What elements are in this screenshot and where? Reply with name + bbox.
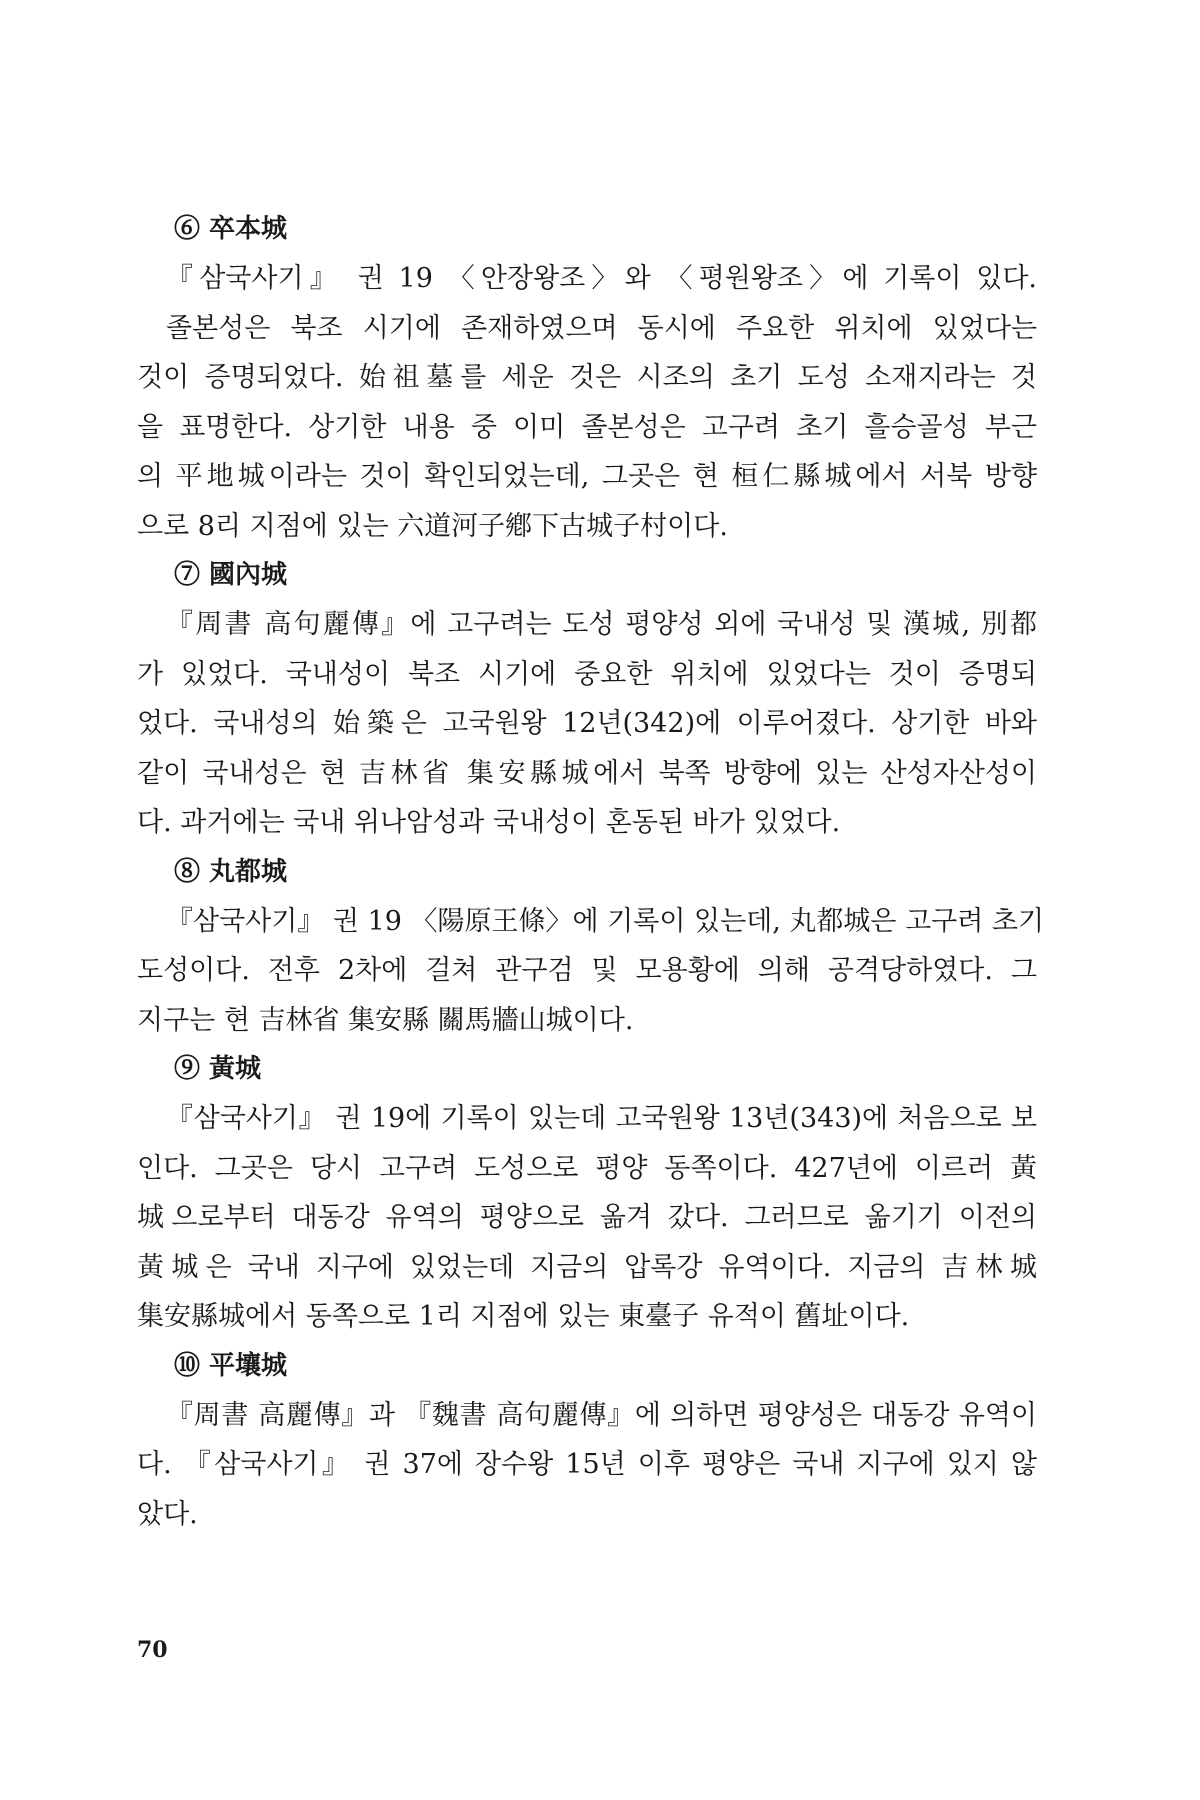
page-number: 70 [137, 1637, 168, 1663]
section-heading: ⑥ 卒本城 [174, 214, 288, 244]
paragraph-line: 『周書 高句麗傳』에 고구려는 도성 평양성 외에 국내성 및 漢城, 別都 [166, 609, 1037, 640]
paragraph-line: 『삼국사기』 권 19에 기록이 있는데 고국원왕 13년(343)에 처음으로 보 [166, 1103, 1037, 1134]
paragraph-line: 도성이다. 전후 2차에 걸쳐 관구검 및 모용황에 의해 공격당하였다. 그 [137, 955, 1037, 986]
section-hwang-castle [137, 1045, 1037, 1342]
paragraph-line: 『周書 高麗傳』과 『魏書 高句麗傳』에 의하면 평양성은 대동강 유역이 [166, 1399, 1037, 1431]
paragraph-line: 같이 국내성은 현 吉林省 集安縣城에서 북쪽 방향에 있는 산성자산성이 [137, 757, 1037, 789]
paragraph-line: 것이 증명되었다. 始祖墓를 세운 것은 시조의 초기 도성 소재지라는 것 [137, 362, 1037, 393]
paragraph-line: 지구는 현 吉林省 集安縣 關馬牆山城이다. [137, 1004, 634, 1036]
page-body [137, 205, 1045, 1539]
paragraph-line: 『삼국사기』 권 19 〈안장왕조〉와 〈평원왕조〉에 기록이 있다. [166, 263, 1037, 294]
section-jolbon-castle [137, 205, 1037, 551]
section-heading: ⑨ 黃城 [174, 1054, 262, 1084]
paragraph-line: 졸본성은 북조 시기에 존재하였으며 동시에 주요한 위치에 있었다는 [166, 312, 1037, 344]
paragraph-line: 을 표명한다. 상기한 내용 중 이미 졸본성은 고구려 초기 흘승골성 부근 [137, 411, 1037, 443]
paragraph-line: 『삼국사기』 권 19 〈陽原王條〉에 기록이 있는데, 丸都城은 고구려 초기 [166, 905, 1045, 937]
paragraph-line: 城으로부터 대동강 유역의 평양으로 옮겨 갔다. 그러므로 옮기기 이전의 [137, 1202, 1037, 1233]
paragraph-line: 集安縣城에서 동쪽으로 1리 지점에 있는 東臺子 유적이 舊址이다. [137, 1301, 910, 1332]
paragraph-line: 인다. 그곳은 당시 고구려 도성으로 평양 동쪽이다. 427년에 이르러 黃 [137, 1152, 1037, 1184]
section-hwando-castle [137, 848, 1045, 1046]
section-gungnae-castle [137, 551, 1037, 848]
section-heading: ⑩ 平壤城 [174, 1350, 288, 1381]
paragraph-line: 았다. [137, 1498, 198, 1530]
paragraph-line: 었다. 국내성의 始築은 고국원왕 12년(342)에 이루어졌다. 상기한 바와 [137, 708, 1037, 739]
paragraph-line: 다. 『삼국사기』 권 37에 장수왕 15년 이후 평양은 국내 지구에 있지 않 [137, 1449, 1037, 1480]
paragraph-line: 黃城은 국내 지구에 있었는데 지금의 압록강 유역이다. 지금의 吉林城 [137, 1251, 1037, 1283]
paragraph-line: 가 있었다. 국내성이 북조 시기에 중요한 위치에 있었다는 것이 증명되 [137, 658, 1037, 690]
section-pyongyang-castle [137, 1342, 1037, 1540]
section-heading: ⑧ 丸都城 [174, 856, 288, 887]
paragraph-line: 다. 과거에는 국내 위나암성과 국내성이 혼동된 바가 있었다. [137, 807, 841, 838]
section-heading: ⑦ 國內城 [174, 560, 288, 590]
paragraph-line: 으로 8리 지점에 있는 六道河子鄕下古城子村이다. [137, 510, 728, 542]
paragraph-line: 의 平地城이라는 것이 확인되었는데, 그곳은 현 桓仁縣城에서 서북 방향 [137, 461, 1037, 492]
